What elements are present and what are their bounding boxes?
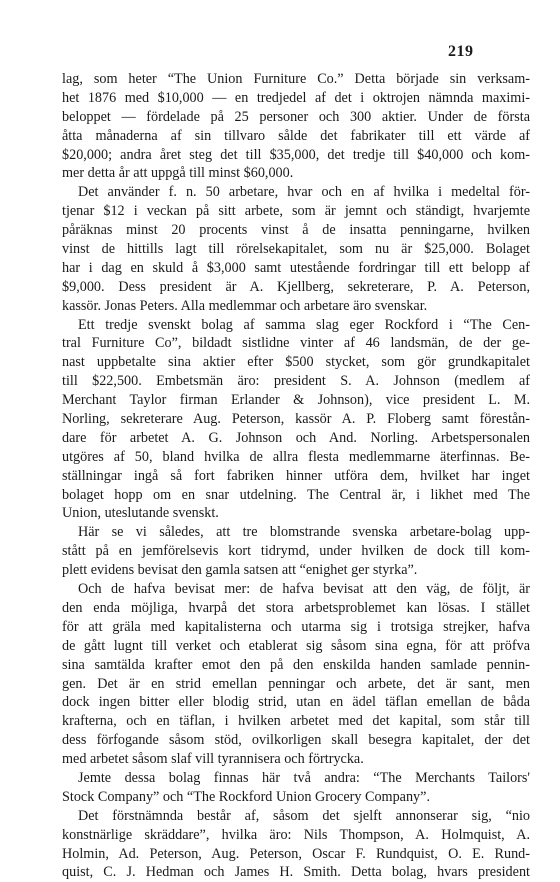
text-line: dess förfogande såsom stöd, ovilkorligen skall besegra kapitalet, der det bbox=[62, 732, 530, 749]
text-line: med arbetet såsom slaf vill tyrannisera och förtrycka. bbox=[62, 751, 364, 768]
text-line: plett evidens bevisat den gamla satsen att “enighet ger styrka”. bbox=[62, 562, 418, 579]
text-line: Norling, sekreterare Aug. Peterson, kassör A. P. Floberg samt förestån- bbox=[62, 411, 530, 428]
text-line: Jemte dessa bolag finnas här två andra: “The Merchants Tailors' bbox=[78, 769, 530, 786]
text-line: sina samtälda krafter emot den på den enskilda handen samlade pennin- bbox=[62, 656, 530, 673]
text-line: $20,000; andra året steg det till $35,000, det tredje till $40,000 och kom- bbox=[62, 146, 530, 163]
text-line: Ett tredje svenskt bolag af samma slag eger Rockford i “The Cen- bbox=[78, 316, 530, 333]
text-line: Holmin, Ad. Peterson, Aug. Peterson, Oscar F. Rundquist, O. E. Rund- bbox=[62, 845, 530, 862]
text-line: Union, uteslutande svenskt. bbox=[62, 505, 219, 522]
text-line: nast uppbetalte sina aktier efter $500 stycket, som gör grundkapitalet bbox=[62, 354, 530, 371]
text-line: tjenar $12 i veckan på sitt arbete, som är jemnt och ständigt, hvarjemte bbox=[62, 203, 530, 220]
text-line: påräknas minst 20 procents vinst å de insatta penningarne, hvilken bbox=[62, 222, 530, 239]
text-line: den enda möjliga, hvarpå det stora arbetsproblemet kan lösas. I stället bbox=[62, 599, 530, 616]
text-line: Och de hafva bevisat mer: de hafva bevisat att den väg, de följt, är bbox=[78, 581, 530, 598]
text-line: gen. Det är en strid emellan penningar och arbete, det är sant, men bbox=[62, 675, 530, 692]
text-line: Stock Company” och “The Rockford Union Grocery Company”. bbox=[62, 788, 430, 805]
text-line: har i dag en skuld å $3,000 samt utestående fordringar till ett belopp af bbox=[62, 259, 530, 276]
text-line: bolaget hopp om en snar utdelning. The Central är, i likhet med The bbox=[62, 486, 530, 503]
text-line: konstnärlige skräddare”, hvilka äro: Nils Thompson, A. Holmquist, A. bbox=[62, 826, 530, 843]
text-line: kassör. Jonas Peters. Alla medlemmar och arbetare äro svenskar. bbox=[62, 297, 428, 314]
text-line: för att gräla med kapitalisterna och utarma sig i trotsiga strejker, hafva bbox=[62, 618, 530, 635]
text-line: lag, som heter “The Union Furniture Co.” Detta började sin verksam- bbox=[62, 71, 530, 87]
text-line: tral Furniture Co”, bildadt sistlidne vinter af 46 landsmän, de der ge- bbox=[62, 335, 530, 352]
text-line: utgöres af 50, bland hvilka de allra flesta medlemmarne äterfinnas. Be- bbox=[62, 448, 530, 465]
text-line: stått på en jemförelsevis kort tidrymd, under hvilken de dock till kom- bbox=[62, 543, 530, 560]
text-line: Merchant Taylor firman Erlander & Johnson), vice president L. M. bbox=[62, 392, 530, 409]
text-line: till $22,500. Embetsmän äro: president S. A. Johnson (medlem af bbox=[62, 373, 530, 390]
text-line: Det använder f. n. 50 arbetare, hvar och en af hvilka i medeltal för- bbox=[78, 184, 530, 201]
text-line: krafterna, och en täflan, i hvilken arbetet med det kapital, som står till bbox=[62, 713, 530, 730]
text-line: quist, C. J. Hedman och James H. Smith. Detta bolag, hvars president bbox=[62, 864, 530, 881]
page-number: 219 bbox=[448, 43, 474, 60]
text-line: ställningar ingå så fort fabriken hinner utföra dem, hvilket har inget bbox=[62, 467, 530, 484]
text-line: Här se vi således, att tre blomstrande svenska arbetare-bolag upp- bbox=[78, 524, 530, 541]
text-line: mer detta år att uppgå till minst $60,000. bbox=[62, 165, 294, 182]
text-line: dare för arbetet A. G. Johnson och And. Norling. Arbetspersonalen bbox=[62, 429, 530, 446]
text-line: dock ingen bitter eller blodig strid, utan en ädel täflan emellan de båda bbox=[62, 694, 530, 711]
text-line: beloppet — fördelade på 25 personer och 300 aktier. Under de första bbox=[62, 108, 530, 125]
text-line: de gått lugnt till verket och etablerat sig såsom sina egna, för att pröfva bbox=[62, 637, 530, 654]
text-line: åtta månaderna af sin tillvaro sålde det fabrikater till ett värde af bbox=[62, 127, 530, 144]
body-text bbox=[62, 70, 530, 882]
text-line: het 1876 med $10,000 — en tredjedel af det i oktrojen nämnda maximi- bbox=[62, 89, 530, 106]
text-line: $9,000. Dess president är A. Kjellberg, sekreterare, P. A. Peterson, bbox=[62, 278, 530, 295]
text-line: Det förstnämnda består af, såsom det sjelft annonserar sig, “nio bbox=[78, 807, 530, 824]
text-line: vinst de hittills lagt till rörelsekapitalet, som nu är $25,000. Bolaget bbox=[62, 241, 530, 258]
